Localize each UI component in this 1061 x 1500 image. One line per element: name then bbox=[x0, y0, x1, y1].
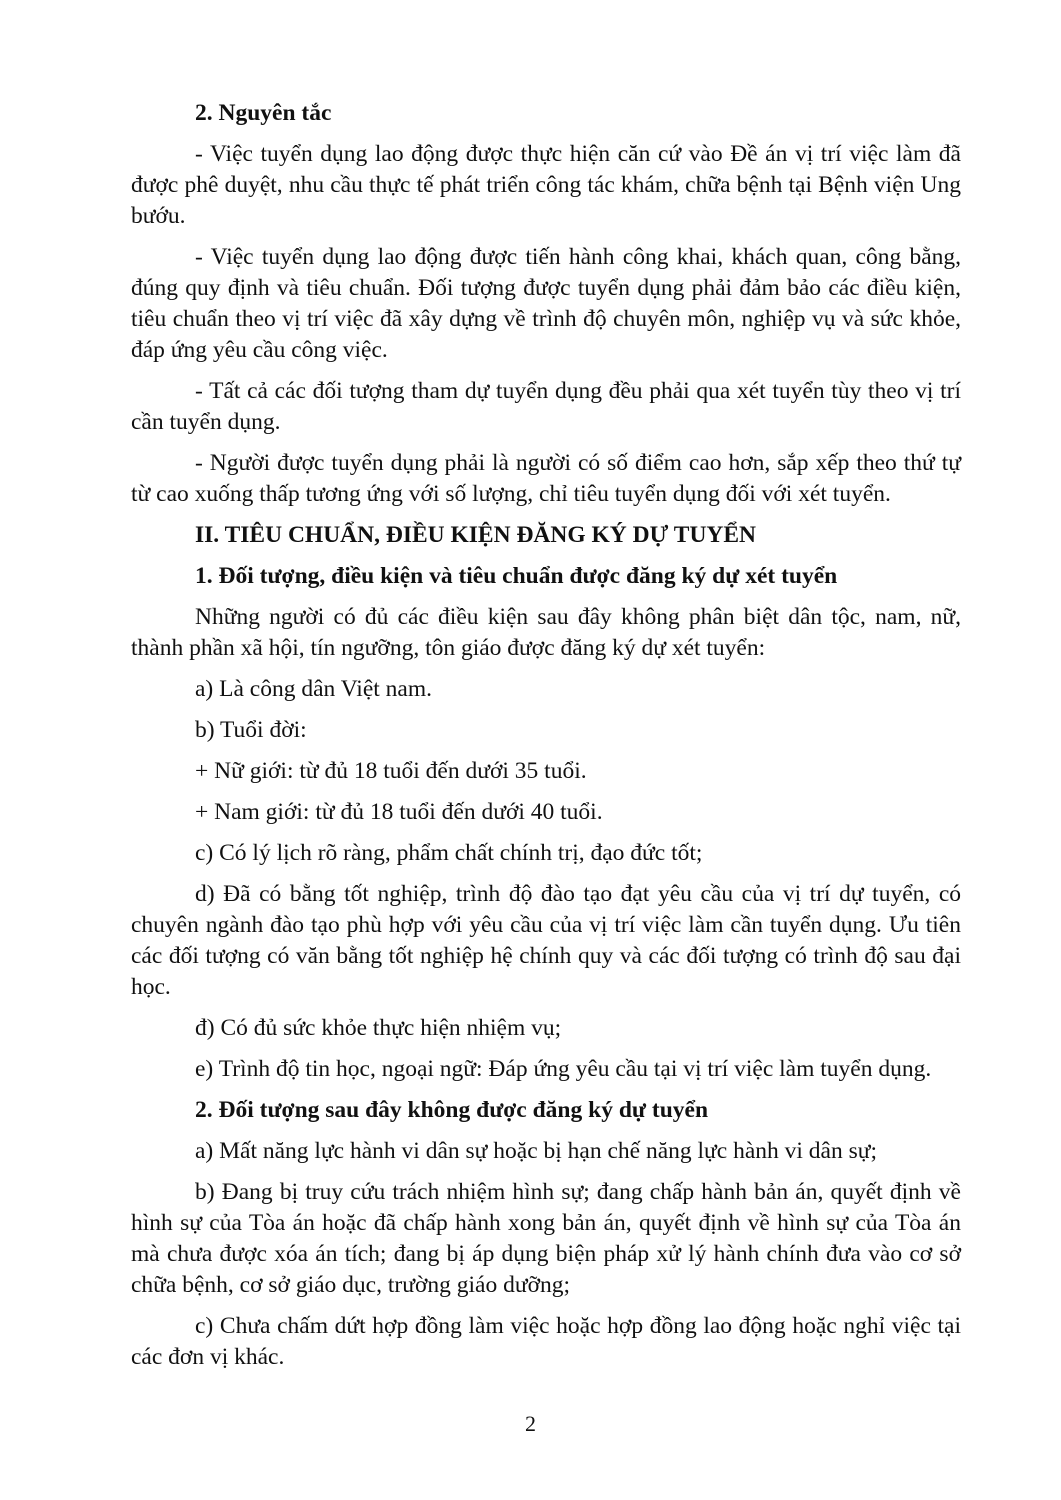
eligibility-item-female-age: + Nữ giới: từ đủ 18 tuổi đến dưới 35 tuổi. bbox=[195, 758, 587, 784]
eligibility-item-male-age: + Nam giới: từ đủ 18 tuổi đến dưới 40 tuổi. bbox=[195, 799, 603, 825]
ineligibility-item-c: c) Chưa chấm dứt hợp đồng làm việc hoặc hợp đồng lao động hoặc nghỉ việc tại các đơn vị khác. bbox=[131, 1313, 961, 1370]
eligibility-item-d: d) Đã có bằng tốt nghiệp, trình độ đào tạo đạt yêu cầu của vị trí dự tuyển, có chuyên ngành đào tạo phù hợp với yêu cầu của vị trí việc làm cần tuyển dụng. Ưu tiên các đối tượng có văn bằng tốt nghiệp hệ chính quy và các đối tượng có trình độ sau đại học. bbox=[131, 881, 961, 1000]
ineligibility-item-a: a) Mất năng lực hành vi dân sự hoặc bị hạn chế năng lực hành vi dân sự; bbox=[195, 1138, 877, 1164]
ineligibility-item-b: b) Đang bị truy cứu trách nhiệm hình sự; đang chấp hành bản án, quyết định về hình sự của Tòa án hoặc đã chấp hành xong bản án, quyết định về hình sự của Tòa án mà chưa được xóa án tích; đang bị áp dụng biện pháp xử lý hành chính đưa vào cơ sở chữa bệnh, cơ sở giáo dục, trường giáo dưỡng; bbox=[131, 1179, 961, 1298]
principles-heading: 2. Nguyên tắc bbox=[195, 100, 332, 126]
page-number: 2 bbox=[525, 1411, 536, 1436]
eligibility-item-dd: đ) Có đủ sức khỏe thực hiện nhiệm vụ; bbox=[195, 1015, 562, 1041]
section-ii-heading: II. TIÊU CHUẨN, ĐIỀU KIỆN ĐĂNG KÝ DỰ TUYỂN bbox=[195, 522, 757, 548]
principles-paragraph-3: - Tất cả các đối tượng tham dự tuyển dụng đều phải qua xét tuyển tùy theo vị trí cần tuyển dụng. bbox=[131, 378, 961, 435]
eligibility-intro: Những người có đủ các điều kiện sau đây không phân biệt dân tộc, nam, nữ, thành phần xã hội, tín ngưỡng, tôn giáo được đăng ký dự xét tuyển: bbox=[131, 604, 961, 661]
eligibility-heading: 1. Đối tượng, điều kiện và tiêu chuẩn được đăng ký dự xét tuyển bbox=[195, 563, 838, 589]
ineligibility-heading: 2. Đối tượng sau đây không được đăng ký dự tuyển bbox=[195, 1097, 709, 1123]
document-body bbox=[131, 98, 961, 1383]
eligibility-item-b: b) Tuổi đời: bbox=[195, 717, 307, 743]
eligibility-item-c: c) Có lý lịch rõ ràng, phẩm chất chính trị, đạo đức tốt; bbox=[195, 840, 703, 866]
principles-paragraph-4: - Người được tuyển dụng phải là người có số điểm cao hơn, sắp xếp theo thứ tự từ cao xuống thấp tương ứng với số lượng, chỉ tiêu tuyển dụng đối với xét tuyển. bbox=[131, 450, 961, 507]
eligibility-item-a: a) Là công dân Việt nam. bbox=[195, 676, 432, 702]
eligibility-item-e: e) Trình độ tin học, ngoại ngữ: Đáp ứng yêu cầu tại vị trí việc làm tuyển dụng. bbox=[195, 1056, 932, 1082]
principles-paragraph-1: - Việc tuyển dụng lao động được thực hiện căn cứ vào Đề án vị trí việc làm đã được phê duyệt, nhu cầu thực tế phát triển công tác khám, chữa bệnh tại Bệnh viện Ung bướu. bbox=[131, 141, 961, 229]
principles-paragraph-2: - Việc tuyển dụng lao động được tiến hành công khai, khách quan, công bằng, đúng quy định và tiêu chuẩn. Đối tượng được tuyển dụng phải đảm bảo các điều kiện, tiêu chuẩn theo vị trí việc đã xây dựng về trình độ chuyên môn, nghiệp vụ và sức khỏe, đáp ứng yêu cầu công việc. bbox=[131, 244, 961, 363]
